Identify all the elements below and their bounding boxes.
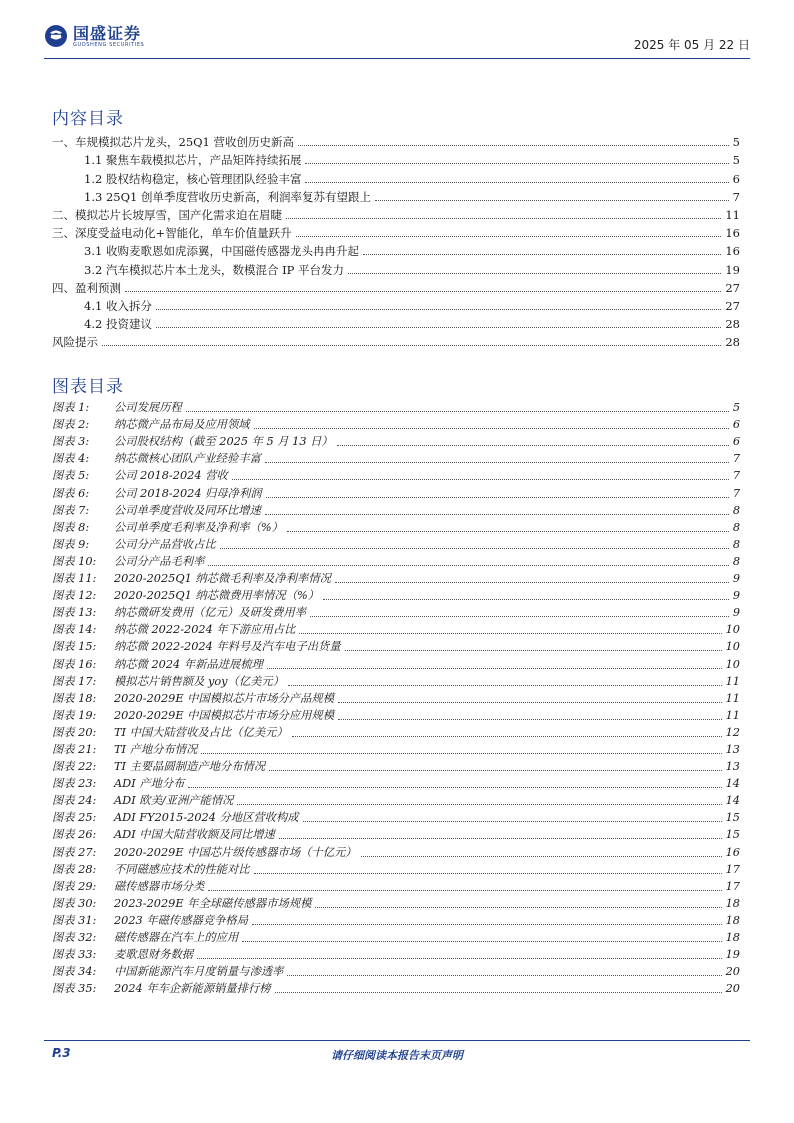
- figure-entry-label: [52, 965, 285, 979]
- dot-leader: [279, 838, 722, 839]
- figure-title: 公司单季度营收及同环比增速: [114, 503, 261, 517]
- dot-leader: [208, 890, 721, 891]
- figure-number: 图表 5:: [52, 469, 90, 483]
- dot-leader: [125, 291, 721, 292]
- figure-title: 公司股权结构（截至 2025 年 5 月 13 日）: [114, 435, 333, 449]
- figure-entry-label: [52, 504, 263, 518]
- figure-title: 纳芯微 2022-2024 年料号及汽车电子出货量: [114, 640, 341, 654]
- figure-entry[interactable]: [52, 894, 740, 911]
- figure-entry-label: [52, 863, 252, 877]
- toc-entry-page: 7: [732, 189, 740, 204]
- figure-entry-label: [52, 521, 285, 535]
- figure-title: 公司分产品营收占比: [114, 537, 216, 551]
- figure-entry-label: [52, 675, 286, 689]
- toc-entry-label: [52, 335, 100, 349]
- figure-entry-label: [52, 538, 218, 552]
- dot-leader: [201, 753, 721, 754]
- figure-entry-label: [52, 401, 184, 415]
- dot-leader: [156, 309, 721, 310]
- toc-entry-label: [52, 281, 123, 295]
- figure-number: 图表 19:: [52, 708, 97, 722]
- toc-entry[interactable]: [52, 331, 740, 349]
- figure-number: 图表 33:: [52, 948, 97, 962]
- figure-entry-page: 8: [732, 554, 740, 568]
- toc-entry-page: 28: [725, 317, 740, 332]
- figure-entry[interactable]: [52, 825, 740, 842]
- figure-title: 纳芯微研发费用（亿元）及研发费用率: [114, 606, 307, 620]
- toc-entry[interactable]: [52, 204, 740, 222]
- toc-entry[interactable]: [52, 149, 740, 167]
- toc-entry-page: 28: [725, 335, 740, 350]
- figure-number: 图表 7:: [52, 503, 90, 517]
- figure-entry[interactable]: [52, 791, 740, 808]
- figure-entry[interactable]: [52, 637, 740, 654]
- figure-entry-label: [52, 658, 265, 672]
- dot-leader: [335, 582, 729, 583]
- figure-number: 图表 23:: [52, 777, 97, 791]
- figure-entry-page: 14: [725, 777, 740, 791]
- toc-heading: 内容目录: [52, 109, 124, 129]
- figure-number: 图表 3:: [52, 435, 90, 449]
- figure-title: ADI 中国大陆营收额及同比增速: [114, 828, 275, 842]
- logo-english-name: GUOSHENG SECURITIES: [73, 41, 145, 48]
- figure-entry-label: [52, 914, 250, 928]
- figure-entry-page: 18: [725, 896, 740, 910]
- figure-entry[interactable]: [52, 603, 740, 620]
- figure-entry[interactable]: [52, 928, 740, 945]
- dot-leader: [102, 345, 721, 346]
- figure-entry[interactable]: [52, 569, 740, 586]
- figure-number: 图表 26:: [52, 828, 97, 842]
- figure-entry-page: 18: [725, 931, 740, 944]
- figure-number: 图表 13:: [52, 606, 97, 620]
- figure-entry-page: 15: [725, 811, 740, 825]
- toc-entry[interactable]: [52, 222, 740, 240]
- figure-title: 2023-2029E 年全球磁传感器市场规模: [114, 896, 312, 910]
- toc-entry-text: 三、深度受益电动化+智能化，单车价值量跃升: [52, 226, 292, 241]
- dot-leader: [348, 273, 721, 274]
- figure-entry-label: [52, 794, 235, 808]
- dot-leader: [254, 873, 722, 874]
- figure-entry-label: [52, 709, 336, 723]
- figure-title: 2020-2025Q1 纳芯微毛利率及净利率情况: [114, 572, 331, 586]
- figure-entry-label: [52, 435, 335, 449]
- dot-leader: [265, 462, 729, 463]
- figure-entry-label: [52, 555, 206, 569]
- figure-title: 纳芯微核心团队产业经验丰富: [114, 452, 261, 466]
- toc-entry[interactable]: [52, 295, 740, 313]
- figure-entry-page: 8: [732, 520, 740, 534]
- figure-number: 图表 27:: [52, 845, 97, 859]
- toc-entry-text: 1.3 25Q1 创单季度营收历史新高，利润率复苏有望跟上: [84, 189, 371, 204]
- figure-title: 公司分产品毛利率: [114, 554, 205, 568]
- dot-leader: [310, 616, 729, 617]
- figure-number: 图表 22:: [52, 760, 97, 774]
- figure-entry-page: 9: [732, 606, 740, 620]
- figure-entry-page: 7: [732, 452, 740, 466]
- figure-entry[interactable]: [52, 842, 740, 859]
- figure-entry[interactable]: [52, 979, 740, 996]
- figure-entry-page: 15: [725, 828, 740, 842]
- toc-entry-page: 27: [725, 280, 740, 295]
- figure-entry[interactable]: [52, 689, 740, 706]
- figures-heading: 图表目录: [52, 377, 124, 397]
- toc-entry-page: 27: [725, 298, 740, 313]
- figure-entry-label: [52, 726, 290, 740]
- figure-number: 图表 35:: [52, 982, 97, 996]
- figure-number: 图表 9:: [52, 537, 90, 551]
- figure-entry-page: 13: [725, 742, 740, 756]
- figure-title: 磁传感器在汽车上的应用: [114, 931, 239, 944]
- toc-entry[interactable]: [52, 186, 740, 204]
- figure-entry[interactable]: [52, 860, 740, 877]
- dot-leader: [288, 685, 722, 686]
- toc-entry-text: 1.1 聚焦车载模拟芯片，产品矩阵持续拓展: [84, 153, 302, 168]
- toc-entry-text: 1.2 股权结构稳定，核心管理团队经验丰富: [84, 171, 302, 186]
- toc-entry-text: 4.2 投资建议: [84, 317, 152, 332]
- toc-entry-page: 11: [725, 207, 740, 222]
- toc-entry-text: 3.1 收购麦歌恩如虎添翼，中国磁传感器龙头冉冉升起: [84, 244, 359, 259]
- toc-entry-page: 16: [725, 226, 740, 241]
- figure-number: 图表 31:: [52, 913, 97, 927]
- figure-title: 公司 2018-2024 营收: [114, 469, 228, 483]
- figure-entry-page: 10: [725, 623, 740, 637]
- figure-entry-page: 13: [725, 760, 740, 774]
- figure-entry-label: [52, 418, 252, 432]
- dot-leader: [305, 163, 728, 164]
- dot-leader: [315, 907, 721, 908]
- figure-entry-label: [52, 811, 301, 825]
- dot-leader: [338, 719, 722, 720]
- figure-entry[interactable]: [52, 552, 740, 569]
- figure-number: 图表 32:: [52, 931, 97, 944]
- figure-entry-label: [52, 623, 297, 637]
- figure-number: 图表 10:: [52, 554, 97, 568]
- dot-leader: [287, 975, 721, 976]
- figure-entry[interactable]: [52, 808, 740, 825]
- figure-entry[interactable]: [52, 518, 740, 535]
- dot-leader: [220, 548, 729, 549]
- figure-title: 纳芯微 2024 年新品进展梳理: [114, 657, 263, 671]
- figure-number: 图表 20:: [52, 725, 97, 739]
- figure-entry[interactable]: [52, 672, 740, 689]
- toc-entry-text: 风险提示: [52, 335, 98, 350]
- figure-entry-page: 7: [732, 469, 740, 483]
- dot-leader: [338, 702, 722, 703]
- dot-leader: [275, 992, 722, 993]
- figure-entry-page: 11: [725, 674, 740, 688]
- dot-leader: [188, 787, 721, 788]
- figure-entry-page: 10: [725, 657, 740, 671]
- figure-entry[interactable]: [52, 962, 740, 979]
- figure-entry-label: [52, 692, 336, 706]
- toc-entry[interactable]: [52, 167, 740, 185]
- figure-entry-label: [52, 948, 195, 962]
- figure-number: 图表 17:: [52, 674, 97, 688]
- dot-leader: [303, 821, 722, 822]
- dot-leader: [361, 856, 722, 857]
- toc-entry-label: [52, 190, 373, 204]
- figure-entry[interactable]: [52, 483, 740, 500]
- dot-leader: [197, 958, 722, 959]
- figure-entry-page: 6: [732, 435, 740, 449]
- figure-entry-label: [52, 982, 273, 996]
- figure-entry[interactable]: [52, 945, 740, 962]
- figure-title: ADI 欧美/亚洲产能情况: [114, 794, 234, 808]
- figure-entry-label: [52, 760, 267, 774]
- figure-entry-label: [52, 640, 343, 654]
- figure-title: 公司发展历程: [114, 401, 182, 415]
- figure-title: 不同磁感应技术的性能对比: [114, 862, 250, 876]
- figure-number: 图表 16:: [52, 657, 97, 671]
- figure-entry-page: 10: [725, 640, 740, 654]
- toc-entry-text: 四、盈利预测: [52, 280, 121, 295]
- toc-entry-label: [52, 317, 154, 331]
- figure-number: 图表 14:: [52, 623, 97, 637]
- figure-entry[interactable]: [52, 774, 740, 791]
- toc-entry-page: 5: [732, 153, 740, 168]
- figure-entry-page: 20: [725, 982, 740, 996]
- figure-title: 纳芯微产品布局及应用领域: [114, 418, 250, 432]
- figure-number: 图表 1:: [52, 401, 90, 415]
- dot-leader: [298, 145, 729, 146]
- toc-entry-label: [52, 226, 294, 240]
- figure-entry-page: 9: [732, 589, 740, 603]
- dot-leader: [286, 218, 721, 219]
- figure-entry-page: 17: [725, 879, 740, 893]
- dot-leader: [267, 668, 722, 669]
- figure-entry[interactable]: [52, 586, 740, 603]
- toc-entry-text: 二、模拟芯片长坡厚雪，国产化需求迫在眉睫: [52, 207, 282, 222]
- dot-leader: [296, 236, 722, 237]
- dot-leader: [292, 736, 722, 737]
- dot-leader: [266, 497, 729, 498]
- dot-leader: [305, 182, 728, 183]
- figure-entry[interactable]: [52, 449, 740, 466]
- header-divider: [44, 58, 750, 59]
- toc-entry-page: 19: [725, 262, 740, 277]
- figure-entry-label: [52, 931, 240, 945]
- toc-entry-label: [52, 244, 361, 258]
- toc-entry-text: 4.1 收入拆分: [84, 298, 152, 313]
- dot-leader: [252, 924, 722, 925]
- figure-entry-page: 9: [732, 572, 740, 586]
- figure-entry[interactable]: [52, 740, 740, 757]
- dot-leader: [299, 633, 721, 634]
- figure-title: 2024 年车企新能源销量排行榜: [114, 982, 271, 996]
- figure-entry[interactable]: [52, 432, 740, 449]
- figure-number: 图表 24:: [52, 794, 97, 808]
- toc-entry-label: [52, 208, 284, 222]
- figure-entry-page: 20: [725, 965, 740, 979]
- toc-entry-page: 6: [732, 171, 740, 186]
- dot-leader: [156, 327, 721, 328]
- figure-title: 公司 2018-2024 归母净利润: [114, 486, 262, 500]
- figure-entry-page: 16: [725, 845, 740, 859]
- figure-entry-page: 12: [725, 725, 740, 739]
- figure-entry[interactable]: [52, 757, 740, 774]
- dot-leader: [337, 445, 729, 446]
- figure-entry-label: [52, 743, 199, 757]
- figure-entry[interactable]: [52, 620, 740, 637]
- figure-number: 图表 12:: [52, 589, 97, 603]
- figure-entry-label: [52, 589, 321, 603]
- company-logo: [44, 24, 144, 48]
- figure-entry[interactable]: [52, 535, 740, 552]
- figure-title: 2020-2029E 中国芯片级传感器市场（十亿元）: [114, 845, 357, 859]
- toc-entry-label: [52, 153, 303, 167]
- toc-entry-label: [52, 172, 303, 186]
- dot-leader: [186, 411, 729, 412]
- figure-entry-label: [52, 487, 264, 501]
- figure-title: 模拟芯片销售额及 yoy（亿美元）: [114, 674, 285, 688]
- figure-entry-label: [52, 777, 186, 791]
- figure-entry[interactable]: [52, 723, 740, 740]
- figure-entry[interactable]: [52, 706, 740, 723]
- figure-entry-page: 11: [725, 691, 740, 705]
- figure-entry-label: [52, 452, 263, 466]
- figure-entry-page: 17: [725, 862, 740, 876]
- figure-entry-label: [52, 828, 277, 842]
- dot-leader: [208, 565, 728, 566]
- figure-number: 图表 25:: [52, 811, 97, 825]
- figure-number: 图表 11:: [52, 572, 97, 586]
- figure-entry[interactable]: [52, 501, 740, 518]
- figure-title: 2020-2029E 中国模拟芯片市场分产品规模: [114, 691, 335, 705]
- figure-title: 2020-2029E 中国模拟芯片市场分应用规模: [114, 708, 335, 722]
- figure-number: 图表 30:: [52, 896, 97, 910]
- figure-title: ADI FY2015-2024 分地区营收构成: [114, 811, 299, 825]
- figure-number: 图表 6:: [52, 486, 90, 500]
- figure-title: ADI 产地分布: [114, 777, 185, 791]
- figure-entry-label: [52, 469, 230, 483]
- figure-entry-label: [52, 897, 313, 911]
- figure-number: 图表 34:: [52, 965, 97, 979]
- toc-entry[interactable]: [52, 131, 740, 149]
- dot-leader: [363, 254, 721, 255]
- figure-entry-label: [52, 572, 333, 586]
- dot-leader: [345, 650, 722, 651]
- figure-entry-page: 5: [732, 401, 740, 415]
- logo-chinese-name: 国盛证券: [73, 23, 142, 43]
- figure-title: 磁传感器市场分类: [114, 879, 205, 893]
- figure-title: 中国新能源汽车月度销量与渗透率: [114, 965, 284, 979]
- toc-entry-page: 5: [732, 135, 740, 150]
- dot-leader: [287, 531, 729, 532]
- figure-entry-label: [52, 846, 359, 860]
- dot-leader: [237, 804, 721, 805]
- toc-entry[interactable]: [52, 313, 740, 331]
- toc-entry-text: 一、车规模拟芯片龙头，25Q1 营收创历史新高: [52, 135, 295, 150]
- figure-title: 2023 年磁传感器竞争格局: [114, 913, 249, 927]
- figure-entry-page: 8: [732, 537, 740, 551]
- figure-title: 公司单季度毛利率及净利率（%）: [114, 520, 283, 534]
- page-header: [0, 0, 794, 62]
- footer-divider: [44, 1040, 750, 1041]
- toc-entry-label: [52, 135, 296, 149]
- guosheng-logo-icon: [44, 24, 68, 48]
- dot-leader: [375, 200, 729, 201]
- dot-leader: [323, 599, 729, 600]
- figure-title: 纳芯微 2022-2024 年下游应用占比: [114, 623, 296, 637]
- report-date: 2025 年 05 月 22 日: [633, 38, 750, 52]
- figure-number: 图表 29:: [52, 879, 97, 893]
- figure-number: 图表 4:: [52, 452, 90, 466]
- figure-number: 图表 2:: [52, 418, 90, 432]
- toc-entry[interactable]: [52, 277, 740, 295]
- dot-leader: [269, 770, 721, 771]
- figure-title: 麦歌恩财务数据: [114, 948, 194, 962]
- figure-title: TI 中国大陆营收及占比（亿美元）: [114, 725, 288, 739]
- figure-entry[interactable]: [52, 911, 740, 928]
- page-number: P.3: [52, 1046, 71, 1060]
- figure-title: 2020-2025Q1 纳芯微费用率情况（%）: [114, 589, 320, 603]
- dot-leader: [254, 428, 729, 429]
- table-of-contents: [52, 131, 740, 349]
- dot-leader: [232, 479, 729, 480]
- dot-leader: [242, 941, 721, 942]
- figure-entry-page: 14: [725, 794, 740, 808]
- figure-entry-page: 6: [732, 418, 740, 432]
- figure-entry-page: 11: [725, 708, 740, 722]
- toc-entry[interactable]: [52, 258, 740, 276]
- figure-number: 图表 28:: [52, 862, 97, 876]
- figure-title: TI 产地分布情况: [114, 742, 198, 756]
- list-of-figures: [52, 398, 740, 996]
- figure-number: 图表 8:: [52, 520, 90, 534]
- figure-entry-page: 7: [732, 486, 740, 500]
- toc-entry-label: [52, 299, 154, 313]
- figure-number: 图表 18:: [52, 691, 97, 705]
- figure-entry-label: [52, 880, 206, 894]
- toc-entry[interactable]: [52, 240, 740, 258]
- toc-entry-label: [52, 263, 346, 277]
- figure-title: TI 主要晶圆制造产地分布情况: [114, 760, 266, 774]
- figure-entry[interactable]: [52, 654, 740, 671]
- dot-leader: [265, 514, 729, 515]
- toc-entry-text: 3.2 汽车模拟芯片本土龙头，数模混合 IP 平台发力: [84, 262, 345, 277]
- figure-entry-page: 18: [725, 913, 740, 927]
- figure-entry-label: [52, 606, 308, 620]
- figure-entry-page: 19: [725, 948, 740, 962]
- figure-number: 图表 15:: [52, 640, 97, 654]
- footer-disclaimer: 请仔细阅读本报告末页声明: [331, 1049, 463, 1062]
- figure-entry-page: 8: [732, 503, 740, 517]
- figure-entry[interactable]: [52, 466, 740, 483]
- figure-entry[interactable]: [52, 398, 740, 415]
- figure-number: 图表 21:: [52, 742, 97, 756]
- figure-entry[interactable]: [52, 415, 740, 432]
- figure-entry[interactable]: [52, 877, 740, 894]
- toc-entry-page: 16: [725, 244, 740, 259]
